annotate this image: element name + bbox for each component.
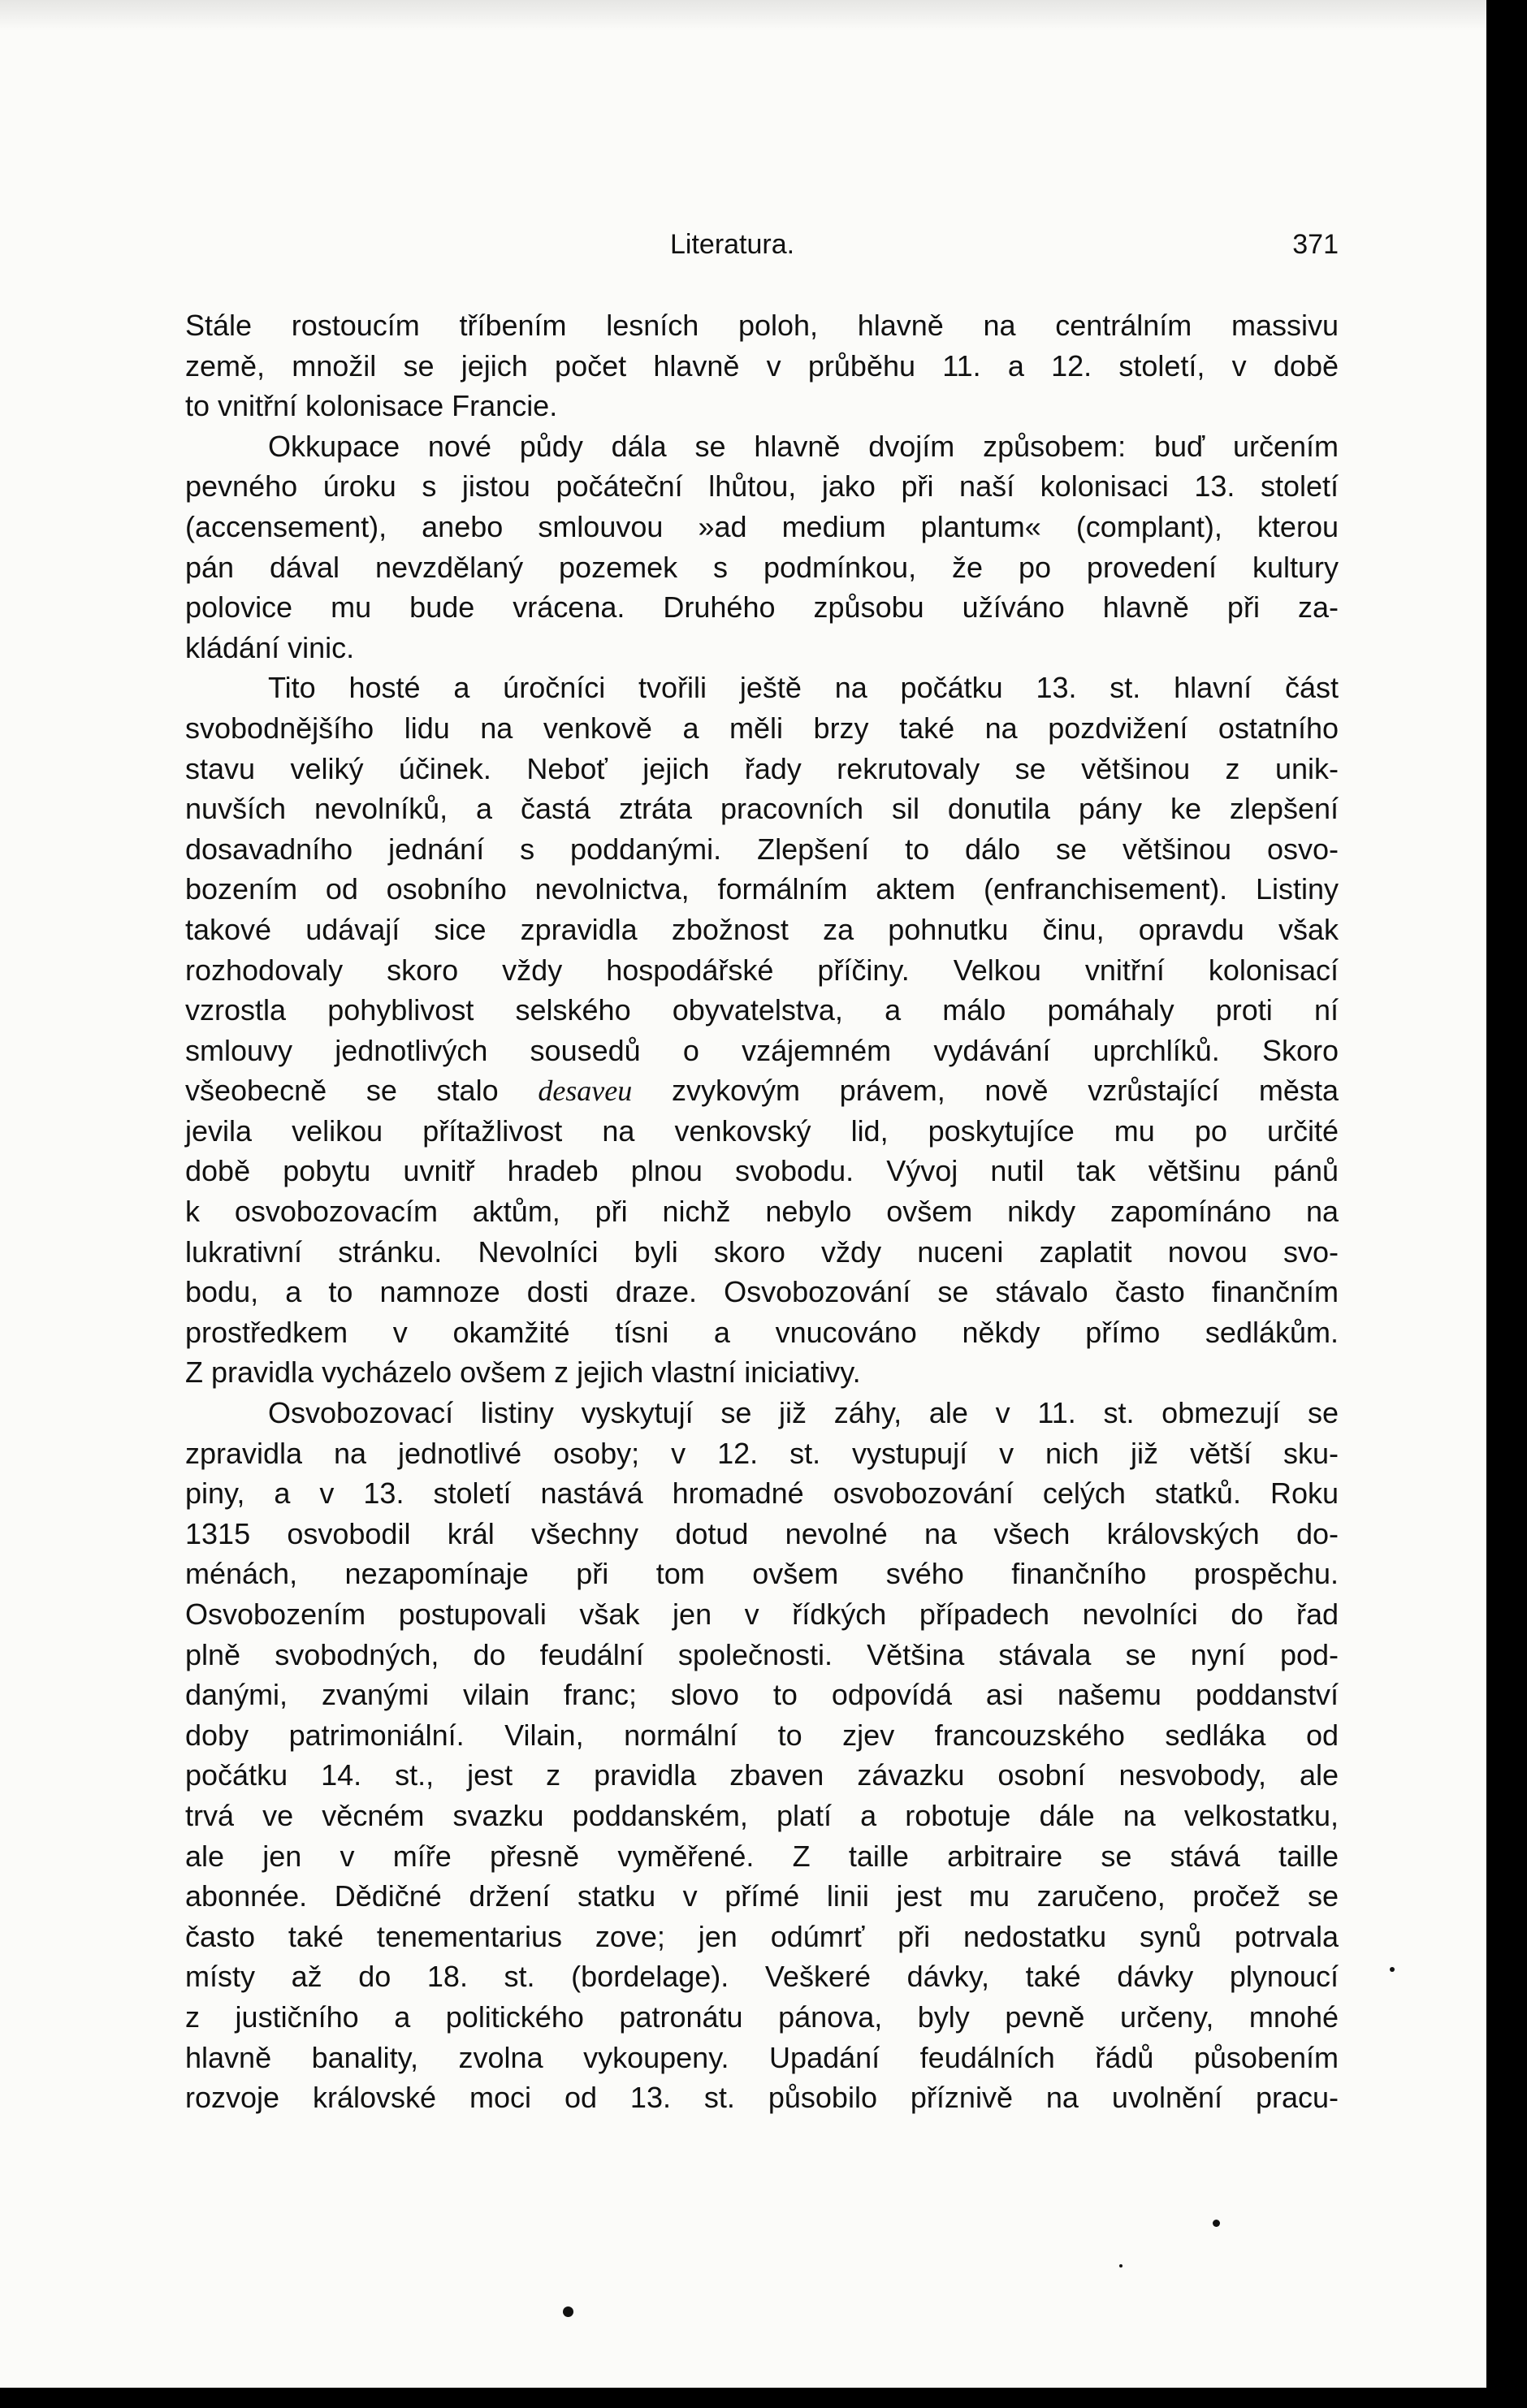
text-line: 1315 osvobodil král všechny dotud nevolné na všech královských do-: [185, 1516, 1339, 1550]
text-line: pevného úroku s jistou počáteční lhůtou, jako při naší kolonisaci 13. století: [185, 469, 1339, 504]
ink-speck: [1390, 1967, 1395, 1972]
text-line: smlouvy jednotlivých sousedů o vzájemném vydávání uprchlíků. Skoro: [185, 1033, 1339, 1067]
text-line: Z pravidla vycházelo ovšem z jejich vlastní iniciativy.: [185, 1355, 861, 1390]
text-line: počátku 14. st., jest z pravidla zbaven závazku osobní nesvobody, ale: [185, 1758, 1339, 1792]
text-line: k osvobozovacím aktům, při nichž nebylo ovšem nikdy zapomínáno na: [185, 1195, 1339, 1229]
text-line: země, množil se jejich počet hlavně v průběhu 11. a 12. století, v době: [185, 348, 1339, 383]
text-line: bodu, a to namnoze dosti draze. Osvobozování se stávalo často finančním: [185, 1275, 1339, 1309]
text-line: (accensement), anebo smlouvou »ad medium plantum« (complant), kterou: [185, 509, 1339, 543]
text-line: bozením od osobního nevolnictva, formálním aktem (enfranchisement). Listiny: [185, 872, 1339, 906]
ink-speck: [1213, 2220, 1220, 2227]
text-line: hlavně banality, zvolna vykoupeny. Upadání feudálních řádů působením: [185, 2040, 1339, 2074]
text-line: rozhodovaly skoro vždy hospodářské příčiny. Velkou vnitřní kolonisací: [185, 953, 1339, 987]
text-line: kládání vinic.: [185, 630, 355, 664]
text-line: to vnitřní kolonisace Francie.: [185, 389, 558, 423]
text-line: lukrativní stránku. Nevolníci byli skoro vždy nuceni zaplatit novou svo-: [185, 1234, 1339, 1269]
text-line: rozvoje královské moci od 13. st. působilo příznivě na uvolnění pracu-: [185, 2081, 1339, 2115]
text-line: plně svobodných, do feudální společnosti. Většina stávala se nyní pod-: [185, 1637, 1339, 1671]
text-line: dosavadního jednání s poddanými. Zlepšení to dálo se většinou osvo-: [185, 832, 1339, 866]
text-line: ale jen v míře přesně vyměřené. Z taille arbitraire se stává taille: [185, 1839, 1339, 1873]
text-line-mixed: [185, 1070, 1339, 1111]
text-line: zpravidla na jednotlivé osoby; v 12. st. vystupují v nich již větší sku-: [185, 1436, 1339, 1470]
text-line: místy až do 18. st. (bordelage). Veškeré dávky, také dávky plynoucí: [185, 1960, 1339, 1994]
text-line: piny, a v 13. století nastává hromadné osvobozování celých statků. Roku: [185, 1476, 1339, 1511]
running-title: Literatura.: [670, 229, 795, 260]
text-line: době pobytu uvnitř hradeb plnou svobodu. Vývoj nutil tak většinu pánů: [185, 1154, 1339, 1188]
body-text: [185, 305, 1339, 2118]
text-line: abonnée. Dědičné držení statku v přímé linii jest mu zaručeno, pročež se: [185, 1879, 1339, 1913]
page-number: 371: [1292, 229, 1339, 260]
emphasized-term: desaveu: [538, 1074, 633, 1108]
ink-speck: [563, 2306, 573, 2317]
text-line: takové udávají sice zpravidla zbožnost za pohnutku činu, opravdu však: [185, 912, 1339, 946]
text-line: pán dával nevzdělaný pozemek s podmínkou, že po provedení kultury: [185, 550, 1339, 584]
text-segment: zvykovým právem, nově vzrůstající města: [671, 1074, 1339, 1108]
text-line: často také tenementarius zove; jen odúmrť při nedostatku synů potrvala: [185, 1919, 1339, 1953]
text-line: Osvobozením postupovali však jen v řídkých případech nevolníci do řad: [185, 1597, 1339, 1631]
text-line: nuvších nevolníků, a častá ztráta pracovních sil donutila pány ke zlepšení: [185, 792, 1339, 826]
text-line: vzrostla pohyblivost selského obyvatelstva, a málo pomáhaly proti ní: [185, 993, 1339, 1027]
text-line: jevila velikou přítažlivost na venkovský lid, poskytujíce mu po určité: [185, 1113, 1339, 1148]
scan-edge-shadow: [0, 0, 1486, 31]
text-line: Tito hosté a úročníci tvořili ještě na počátku 13. st. hlavní část: [268, 671, 1339, 705]
text-line: ménách, nezapomínaje při tom ovšem svého finančního prospěchu.: [185, 1557, 1339, 1591]
text-line: svobodnějšího lidu na venkově a měli brzy také na pozdvižení ostatního: [185, 711, 1339, 745]
text-line: polovice mu bude vrácena. Druhého způsobu užíváno hlavně při za-: [185, 590, 1339, 625]
text-line: trvá ve věcném svazku poddanském, platí a robotuje dále na velkostatku,: [185, 1798, 1339, 1832]
text-line: Okkupace nové půdy dála se hlavně dvojím způsobem: buď určením: [268, 429, 1339, 463]
text-line: danými, zvanými vilain franc; slovo to odpovídá asi našemu poddanství: [185, 1678, 1339, 1712]
text-line: stavu veliký účinek. Neboť jejich řady rekrutovaly se většinou z unik-: [185, 751, 1339, 785]
text-line: z justičního a politického patronátu pánova, byly pevně určeny, mnohé: [185, 1999, 1339, 2034]
text-line: prostředkem v okamžité tísni a vnucováno někdy přímo sedlákům.: [185, 1315, 1339, 1349]
text-segment: všeobecně se stalo: [185, 1074, 499, 1108]
ink-speck: [1119, 2264, 1123, 2267]
text-line: doby patrimoniální. Vilain, normální to zjev francouzského sedláka od: [185, 1718, 1339, 1752]
running-head: [187, 221, 1339, 270]
text-line: Osvobozovací listiny vyskytují se již záhy, ale v 11. st. obmezují se: [268, 1396, 1339, 1430]
text-line: Stále rostoucím tříbením lesních poloh, hlavně na centrálním massivu: [185, 309, 1339, 342]
